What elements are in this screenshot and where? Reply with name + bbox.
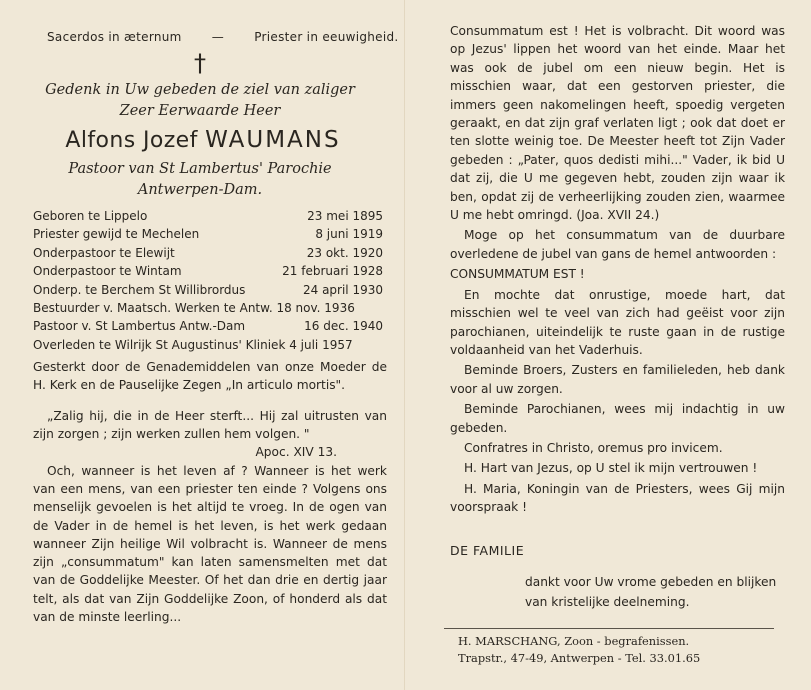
motto-dash: — [211,30,225,44]
paragraph-sacred-heart: H. Hart van Jezus, op U stel ik mijn vertrouwen ! [464,461,758,476]
scripture-quote: „Zalig hij, die in de Heer sterft... Hij zal uitrusten van zijn zorgen ; zijn werken zullen hem volgen. " [33,408,387,442]
scripture-reference: Apoc. XIV 13. [255,445,337,460]
surname: WAUMANS [205,127,341,153]
motto-latin: Sacerdos in æternum [47,30,182,44]
paragraph-confratres: Confratres in Christo, oremus pro invicem. [464,440,723,455]
printer-line-2: Trapstr., 47-49, Antwerpen - Tel. 33.01.65 [458,651,701,665]
printer-line-1: H. MARSCHANG, Zoon - begrafenissen. [458,634,690,648]
paragraph-exclamation: CONSUMMATUM EST ! [450,267,585,282]
career-row: Onderpastoor te Elewijt 23 okt. 1920 [33,245,383,260]
intro-line-2: Zeer Eerwaarde Heer [119,103,281,119]
paragraph-heart: En mochte dat onrustige, moede hart, dat misschien wel te veel van zich had geëist voor zijn parochianen, uiteindelijk te ruste gaan in de rustige voldaanheid van het Vaderhuis. [450,287,785,357]
intro-line-1: Gedenk in Uw gebeden de ziel van zaliger [45,82,355,98]
left-page [0,0,405,690]
meditation-text: Och, wanneer is het leven af ? Wanneer is het werk van een mens, van een priester ten einde ? Volgens ons menselijk gevoelen is het altijd te vroeg. In de ogen van de Vader in de hemel is het leven, is het werk gedaan wanneer Zijn heilige Wil volbracht is. Wanneer de mens zijn „consummatum" kan laten samensmelten met dat van de Goddelijke Meester. Of het dan drie en dertig jaar telt, als dat van Zijn Goddelijke Zoon, of honderd als dat van de minste leerling... [33,463,387,624]
paragraph-family: Beminde Broers, Zusters en familieleden, heb dank voor al uw zorgen. [450,363,785,396]
right-text [450,22,785,517]
career-row: Overleden te Wilrijk St Augustinus' Kliniek 4 juli 1957 [33,337,353,352]
motto-dutch: Priester in eeuwigheid. [254,30,399,44]
paragraph-consummatum: Consummatum est ! Het is volbracht. Dit woord was op Jezus' lippen het woord van het einde. Maar het was ook de jubel om een nieuw begin. Het is misschien waar, dat een gestorven priester, die immers geen nakomelingen heeft, spoedig vergeten geraakt, en dat zijn graf verlaten ligt ; ook dat doet er ten slotte weinig toe. De Meester heeft tot Zijn Vader gebeden : „Pater, quos dedisti mihi..." Vader, ik bid U dat zij, die U me gegeven hebt, zouden zijn waar ik ben, opdat zij de verheerlijking zouden zien, waarmee U me hebt omringd. (Joa. XVII 24.) [450,24,785,223]
thanks-line-1: dankt voor Uw vrome gebeden en blijken [525,574,777,589]
deceased-name [33,127,387,153]
career-row: Bestuurder v. Maatsch. Werken te Antw. 18 nov. 1936 [33,300,355,315]
role-line-2: Antwerpen-Dam. [137,182,263,198]
sacraments-text: Gesterkt door de Genademiddelen van onze Moeder de H. Kerk en de Pauselijke Zegen „In articulo mortis". [33,360,387,393]
family-thanks [525,572,785,612]
cross-icon: † [194,49,206,77]
paragraph-parishioners: Beminde Parochianen, wees mij indachtig in uw gebeden. [450,402,785,435]
career-row: Onderp. te Berchem St Willibrordus 24 april 1930 [33,282,383,297]
career-list [33,207,387,354]
family-heading: DE FAMILIE [450,542,525,558]
role-line-1: Pastoor van St Lambertus' Parochie [68,161,332,177]
printer-imprint [444,628,774,667]
paragraph-maria: H. Maria, Koningin van de Priesters, wees Gij mijn voorspraak ! [450,481,785,515]
career-row: Onderpastoor te Wintam 21 februari 1928 [33,264,383,279]
motto [47,30,399,44]
career-row: Pastoor v. St Lambertus Antw.-Dam 16 dec. 1940 [33,319,383,334]
right-page [405,0,811,690]
thanks-line-2: van kristelijke deelneming. [525,594,690,609]
career-row: Geboren te Lippelo 23 mei 1895 [33,209,383,223]
paragraph-prayer: Moge op het consummatum van de duurbare overledene de jubel van gans de hemel antwoorden : [450,228,785,261]
career-row: Priester gewijd te Mechelen 8 juni 1919 [33,227,383,242]
first-names: Alfons Jozef [65,128,198,153]
